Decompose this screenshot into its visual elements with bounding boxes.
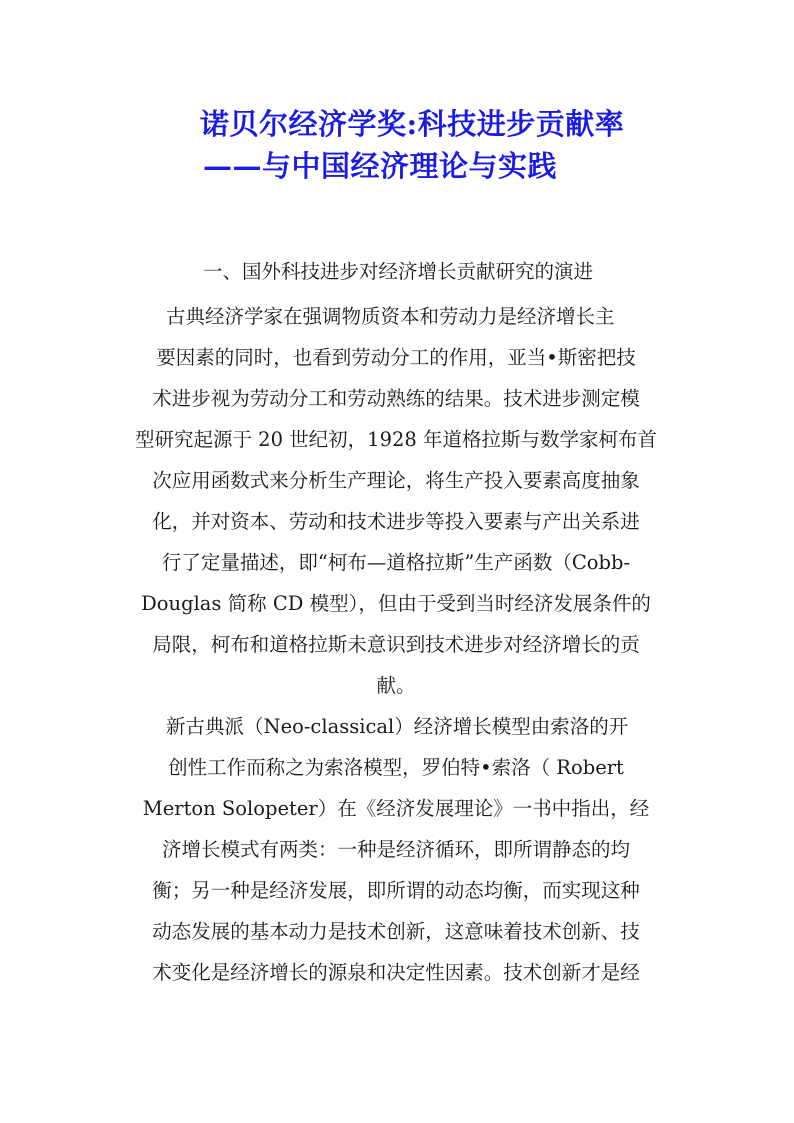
paragraph-2-line: 动态发展的基本动力是技术创新，这意味着技术创新、技 (152, 920, 640, 943)
paragraph-1-line: 局限，柯布和道格拉斯未意识到技术进步对经济增长的贡 (152, 633, 640, 656)
paragraph-1-line: 型研究起源于 20 世纪初，1928 年道格拉斯与数学家柯布首 (134, 428, 658, 451)
paragraph-2-line: Merton Solopeter）在《经济发展理论》一书中指出，经 (142, 797, 650, 820)
paragraph-1-line: 献。 (376, 674, 416, 697)
paragraph-1-line: 术进步视为劳动分工和劳动熟练的结果。技术进步测定模 (152, 387, 640, 410)
paragraph-2-line: 创性工作而称之为索洛模型，罗伯特•索洛（ Robert (168, 756, 624, 779)
paragraph-2-line: 济增长模式有两类：一种是经济循环，即所谓静态的均 (161, 838, 630, 861)
paragraph-1-line: 次应用函数式来分析生产理论，将生产投入要素高度抽象 (152, 469, 640, 492)
paragraph-2-line: 术变化是经济增长的源泉和决定性因素。技术创新才是经 (152, 961, 640, 984)
title-line-1: 诺贝尔经济学奖:科技进步贡献率 (200, 107, 625, 141)
paragraph-1-line: 行了定量描述，即“柯布—道格拉斯”生产函数（Cobb- (161, 551, 631, 574)
paragraph-1-line: 要因素的同时，也看到劳动分工的作用，亚当•斯密把技 (156, 346, 636, 369)
title-line-2: ——与中国经济理论与实践 (203, 149, 558, 183)
paragraph-1-line: 古典经济学家在强调物质资本和劳动力是经济增长主 (166, 305, 615, 328)
paragraph-2-line: 新古典派（Neo-classical）经济增长模型由索洛的开 (166, 715, 629, 738)
paragraph-2 (126, 706, 666, 993)
document-title (200, 103, 680, 187)
paragraph-1-line: Douglas 简称 CD 模型），但由于受到当时经济发展条件的 (141, 592, 651, 615)
paragraph-2-line: 衡；另一种是经济发展，即所谓的动态均衡，而实现这种 (152, 879, 640, 902)
paragraph-1-line: 化，并对资本、劳动和技术进步等投入要素与产出关系进 (152, 510, 640, 533)
paragraph-1 (126, 296, 666, 706)
section-heading: 一、国外科技进步对经济增长贡献研究的演进 (203, 260, 594, 283)
